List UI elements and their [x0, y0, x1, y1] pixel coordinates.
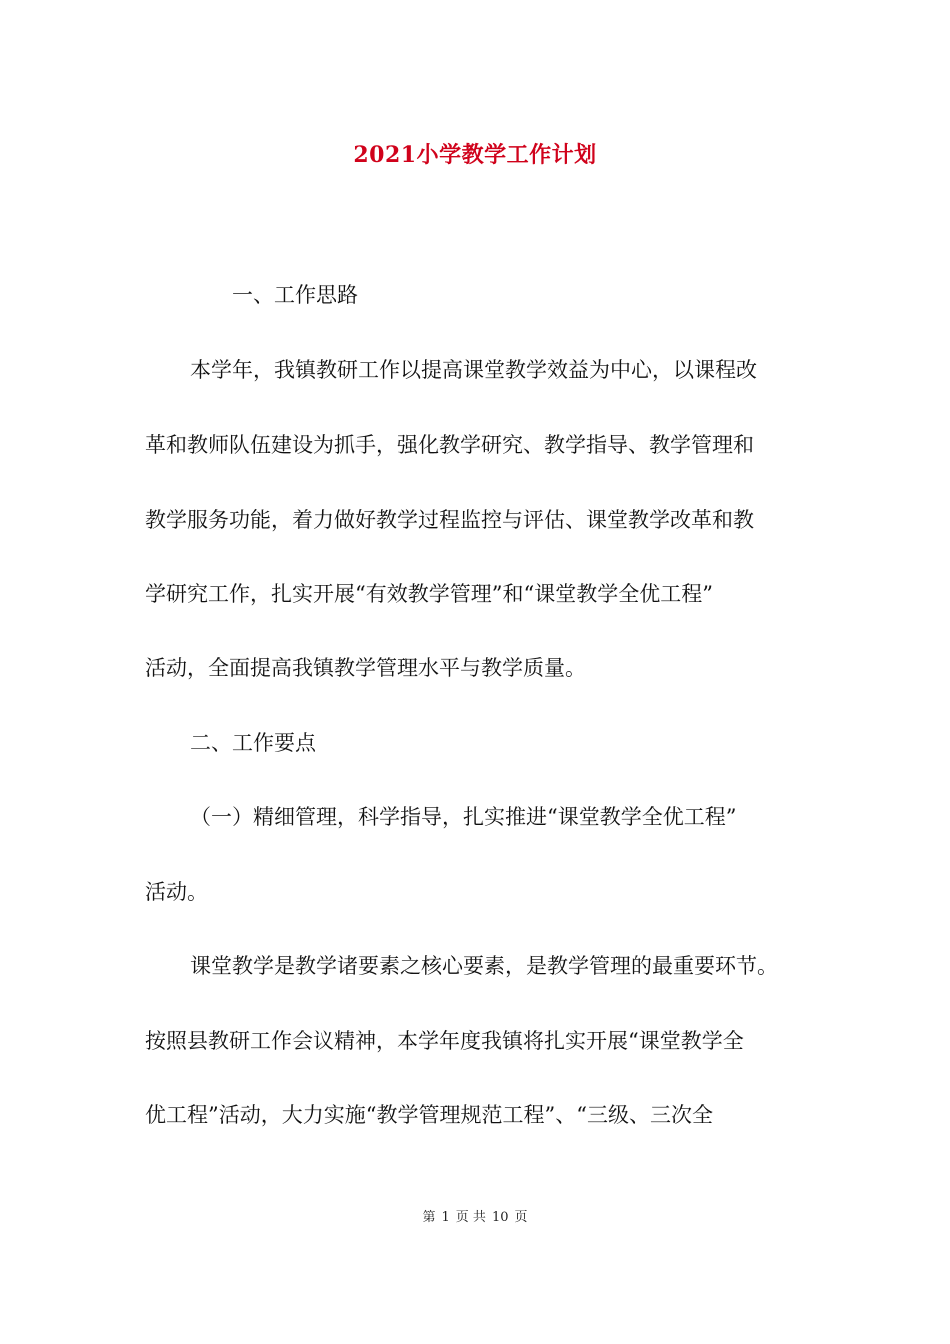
footer-prefix: 第	[422, 1210, 436, 1225]
paragraph-line: 按照县教研工作会议精神，本学年度我镇将扎实开展“课堂教学全	[145, 1029, 744, 1053]
page-footer	[0, 1208, 950, 1228]
footer-middle: 页 共	[455, 1210, 486, 1225]
paragraph-line: 教学服务功能，着力做好教学过程监控与评估、课堂教学改革和教	[145, 508, 754, 532]
document-title: 2021小学教学工作计划	[353, 142, 597, 168]
footer-page-number: 1	[441, 1210, 450, 1225]
footer-suffix: 页	[514, 1210, 528, 1225]
subheading-line: （一）精细管理，科学指导，扎实推进“课堂教学全优工程”	[190, 805, 737, 829]
subheading-line: 活动。	[145, 880, 208, 904]
paragraph-line: 学研究工作，扎实开展“有效教学管理”和“课堂教学全优工程”	[145, 582, 713, 606]
heading-work-points: 二、工作要点	[190, 731, 316, 755]
paragraph-line: 课堂教学是教学诸要素之核心要素，是教学管理的最重要环节。	[190, 954, 778, 978]
paragraph-line: 革和教师队伍建设为抓手，强化教学研究、教学指导、教学管理和	[145, 433, 754, 457]
heading-work-approach: 一、工作思路	[232, 283, 358, 307]
paragraph-line: 优工程”活动，大力实施“教学管理规范工程”、“三级、三次全	[145, 1103, 713, 1127]
footer-total-pages: 10	[491, 1210, 509, 1225]
paragraph-line: 本学年，我镇教研工作以提高课堂教学效益为中心，以课程改	[190, 358, 757, 382]
paragraph-line: 活动，全面提高我镇教学管理水平与教学质量。	[145, 656, 586, 680]
